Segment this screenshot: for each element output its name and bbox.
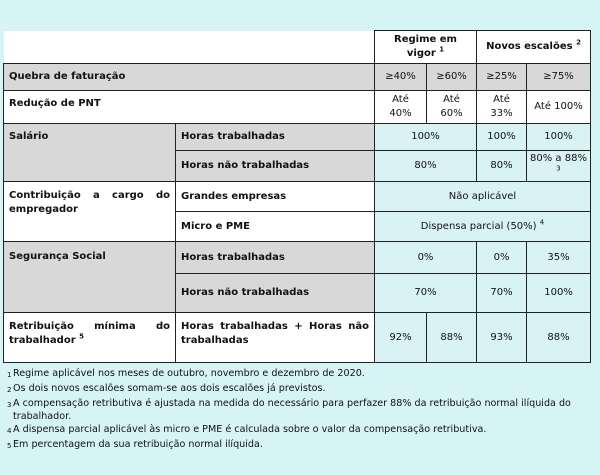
footnote-3: 3 A compensação retributiva é ajustada na medida do necessário para perfazer 88% da retribuição normal ilíquida do trabalhador.	[7, 398, 571, 422]
cell-salario-nao-novo2: 80% a 88% $^3$	[527, 151, 591, 182]
cell-seg-trab-novo2: 35%	[527, 242, 591, 274]
empty-corner	[4, 31, 375, 64]
footnote-5: 5 Em percentagem da sua retribuição normal ilíquida.	[7, 439, 263, 450]
cell-salario-trab-novo1: 100%	[477, 124, 527, 151]
cell-seg-nao-vigor: 70%	[375, 274, 477, 313]
row-label-salario: Salário	[4, 124, 176, 182]
cell-quebra-3: ≥25%	[477, 64, 527, 91]
sub-label-retribuicao: Horas trabalhadas + Horas não trabalhadas	[176, 313, 375, 363]
header-novos-escaloes: Novos escalões $^2$	[477, 31, 591, 64]
cell-seg-trab-novo1: 0%	[477, 242, 527, 274]
cell-seg-trab-vigor: 0%	[375, 242, 477, 274]
cell-seg-nao-novo1: 70%	[477, 274, 527, 313]
row-label-quebra: Quebra de faturação	[4, 64, 375, 91]
sub-label-seg-nao-trabalhadas: Horas não trabalhadas	[176, 274, 375, 313]
row-label-contribuicao: Contribuição a cargo do empregador	[4, 182, 176, 242]
cell-quebra-1: ≥40%	[375, 64, 427, 91]
sub-label-seg-trabalhadas: Horas trabalhadas	[176, 242, 375, 274]
cell-salario-trab-novo2: 100%	[527, 124, 591, 151]
sub-label-micro-pme: Micro e PME	[176, 212, 375, 242]
cell-quebra-4: ≥75%	[527, 64, 591, 91]
footnote-4: 4 A dispensa parcial aplicável às micro e PME é calculada sobre o valor da compensação retributiva.	[7, 424, 487, 435]
cell-retribuicao-1: 92%	[375, 313, 427, 363]
cell-salario-nao-novo1: 80%	[477, 151, 527, 182]
comparison-table	[3, 30, 591, 363]
header-regime-em-vigor: Regime em vigor $^1$	[375, 31, 477, 64]
sub-label-grandes-empresas: Grandes empresas	[176, 182, 375, 212]
cell-reducao-2: Até 60%	[427, 91, 477, 124]
footnotes	[7, 367, 592, 453]
cell-grandes-empresas: Não aplicável	[375, 182, 591, 212]
cell-retribuicao-3: 93%	[477, 313, 527, 363]
cell-retribuicao-4: 88%	[527, 313, 591, 363]
cell-reducao-3: Até 33%	[477, 91, 527, 124]
row-label-seguranca-social: Segurança Social	[4, 242, 176, 313]
cell-salario-nao-vigor: 80%	[375, 151, 477, 182]
cell-quebra-2: ≥60%	[427, 64, 477, 91]
footnote-2: 2 Os dois novos escalões somam-se aos dois escalões já previstos.	[7, 383, 326, 394]
cell-retribuicao-2: 88%	[427, 313, 477, 363]
row-label-reducao: Redução de PNT	[4, 91, 375, 124]
sub-label-salario-trabalhadas: Horas trabalhadas	[176, 124, 375, 151]
footnote-1: 1 Regime aplicável nos meses de outubro, novembro e dezembro de 2020.	[7, 368, 365, 379]
cell-seg-nao-novo2: 100%	[527, 274, 591, 313]
row-label-retribuicao: Retribuição mínima do trabalhador $^5$	[4, 313, 176, 363]
sub-label-salario-nao-trabalhadas: Horas não trabalhadas	[176, 151, 375, 182]
cell-reducao-4: Até 100%	[527, 91, 591, 124]
cell-micro-pme: Dispensa parcial (50%) $^4$	[375, 212, 591, 242]
cell-salario-trab-vigor: 100%	[375, 124, 477, 151]
cell-reducao-1: Até 40%	[375, 91, 427, 124]
